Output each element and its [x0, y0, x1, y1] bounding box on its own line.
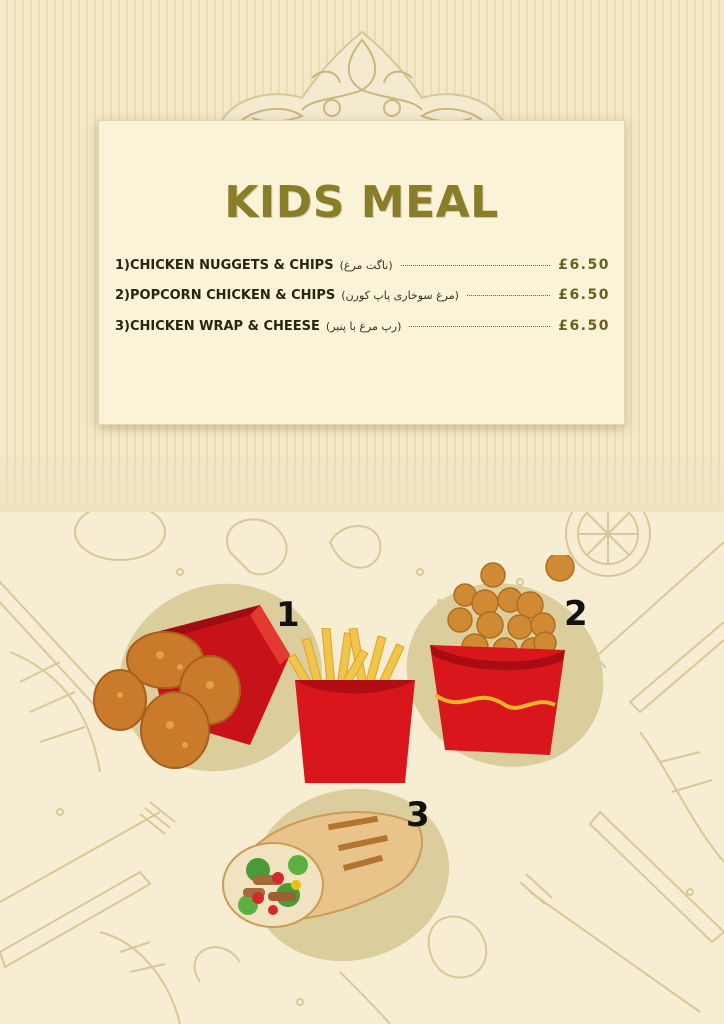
french-fries-in-red-carton — [285, 628, 425, 788]
dot-leader — [401, 265, 551, 266]
popcorn-chicken-in-red-carton — [415, 555, 585, 760]
menu-item — [115, 257, 610, 279]
item-number-1: 1 — [276, 595, 300, 635]
menu-item — [115, 318, 610, 340]
menu-title: KIDS MEAL — [224, 177, 499, 228]
item-name: 2)POPCORN CHICKEN & CHIPS — [115, 288, 336, 303]
chicken-nuggets-in-red-box — [90, 595, 300, 785]
menu-item — [115, 287, 610, 309]
dot-leader — [467, 295, 550, 296]
item-local-name: (رپ مرغ با پنیر) — [325, 320, 402, 333]
item-name: 1)CHICKEN NUGGETS & CHIPS — [115, 258, 334, 273]
item-price: £6.50 — [558, 257, 610, 273]
item-name: 3)CHICKEN WRAP & CHEESE — [115, 319, 320, 334]
item-price: £6.50 — [558, 318, 610, 334]
item-price: £6.50 — [558, 287, 610, 303]
item-number-2: 2 — [564, 594, 588, 634]
dot-leader — [409, 326, 550, 327]
item-local-name: (مرغ سوخاری پاپ کورن) — [341, 289, 459, 302]
chicken-wrap — [218, 800, 428, 940]
menu-card — [98, 120, 625, 425]
item-local-name: (ناگت مرغ) — [339, 259, 393, 272]
item-number-3: 3 — [406, 795, 430, 835]
ornament-crest — [212, 28, 512, 128]
